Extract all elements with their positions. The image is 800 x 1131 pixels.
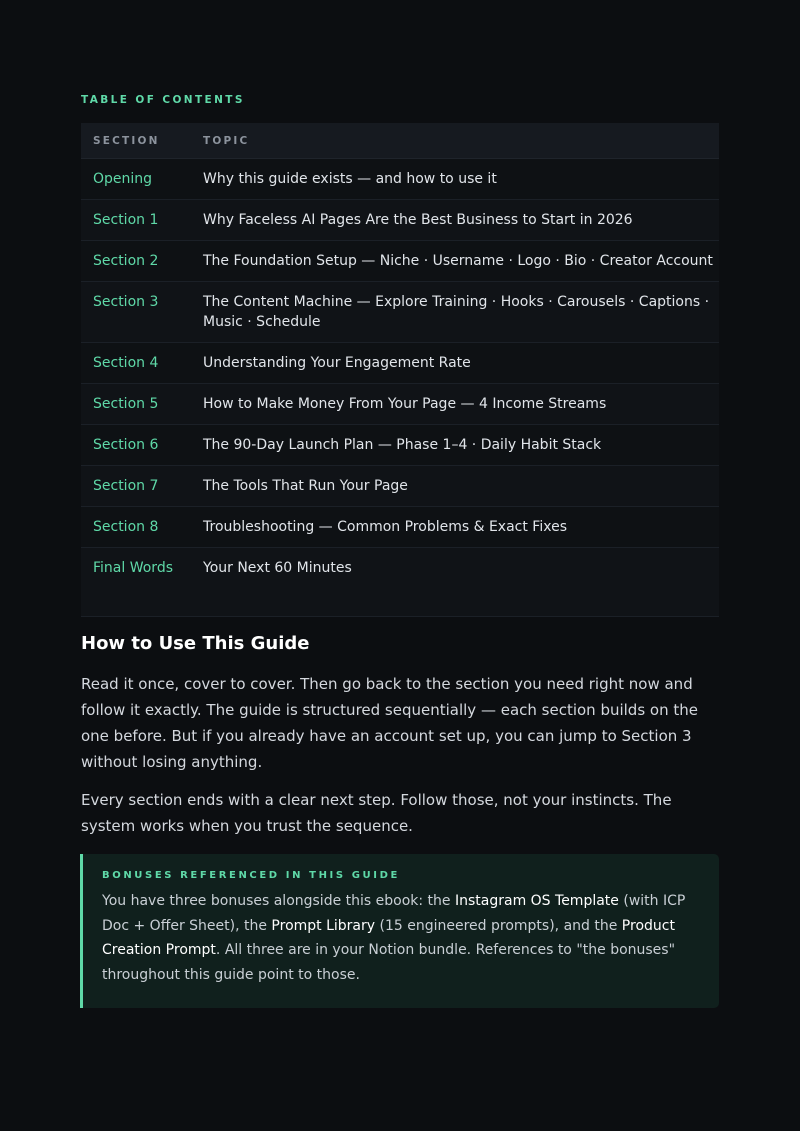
toc-topic: Why Faceless AI Pages Are the Best Business to Start in 2026 (191, 200, 719, 241)
toc-section: Section 1 (81, 200, 191, 241)
bonuses-title: BONUSES REFERENCED IN THIS GUIDE (102, 870, 400, 881)
toc-section: Opening (81, 159, 191, 200)
toc-section: Section 4 (81, 343, 191, 384)
toc-topic: Understanding Your Engagement Rate (191, 343, 719, 384)
bonuses-text-part: (15 engineered prompts), and the (375, 917, 622, 934)
toc-row (81, 343, 719, 384)
toc-row (81, 241, 719, 282)
how-to-heading: How to Use This Guide (81, 633, 310, 654)
bonuses-callout (80, 854, 719, 1008)
how-to-paragraph-1: Read it once, cover to cover. Then go back to the section you need right now and follow it exactly. The guide is structured sequentially — each section builds on the one before. But if you already have an account set up, you can jump to Section 3 without losing anything. (81, 675, 698, 771)
toc-topic: Why this guide exists — and how to use it (191, 159, 719, 200)
toc-topic: How to Make Money From Your Page — 4 Income Streams (191, 384, 719, 425)
bonuses-text-part: (with ICP Doc + Offer Sheet), the (102, 893, 686, 934)
toc-section: Section 8 (81, 507, 191, 548)
toc-row (81, 200, 719, 241)
toc-section: Final Words (81, 548, 191, 617)
toc-row (81, 548, 719, 617)
bonus-product-creation-prompt: Product Creation Prompt (102, 917, 675, 958)
toc-topic: The Tools That Run Your Page (191, 466, 719, 507)
toc-row (81, 384, 719, 425)
toc-topic: The Content Machine — Explore Training · Hooks · Carousels · Captions · Music · Schedule (191, 282, 719, 343)
toc-row (81, 159, 719, 200)
toc-section: Section 6 (81, 425, 191, 466)
how-to-paragraph-2: Every section ends with a clear next step. Follow those, not your instincts. The system works when you trust the sequence. (81, 791, 672, 835)
toc-section: Section 2 (81, 241, 191, 282)
toc-row (81, 507, 719, 548)
toc-section: Section 7 (81, 466, 191, 507)
toc-row (81, 425, 719, 466)
bonuses-text (102, 889, 701, 987)
topic-column-header: TOPIC (191, 123, 719, 159)
toc-row (81, 466, 719, 507)
toc-topic: Troubleshooting — Common Problems & Exact Fixes (191, 507, 719, 548)
toc-topic: The 90-Day Launch Plan — Phase 1–4 · Daily Habit Stack (191, 425, 719, 466)
toc-section: Section 5 (81, 384, 191, 425)
section-column-header: SECTION (81, 123, 191, 159)
bonuses-text-part: You have three bonuses alongside this ebook: the (102, 893, 455, 909)
toc-row (81, 282, 719, 343)
toc-topic: The Foundation Setup — Niche · Username · Logo · Bio · Creator Account (191, 241, 719, 282)
bonus-instagram-os-template: Instagram OS Template (454, 893, 619, 909)
bonus-prompt-library: Prompt Library (271, 917, 376, 934)
toc-section: Section 3 (81, 282, 191, 343)
toc-header-row (81, 123, 719, 159)
toc-table (81, 123, 719, 617)
bonuses-text-part: . All three are in your Notion bundle. References to "the bonuses" throughout this guide point to those. (102, 942, 676, 983)
toc-topic: Your Next 60 Minutes (191, 548, 719, 617)
toc-label: TABLE OF CONTENTS (81, 94, 245, 106)
